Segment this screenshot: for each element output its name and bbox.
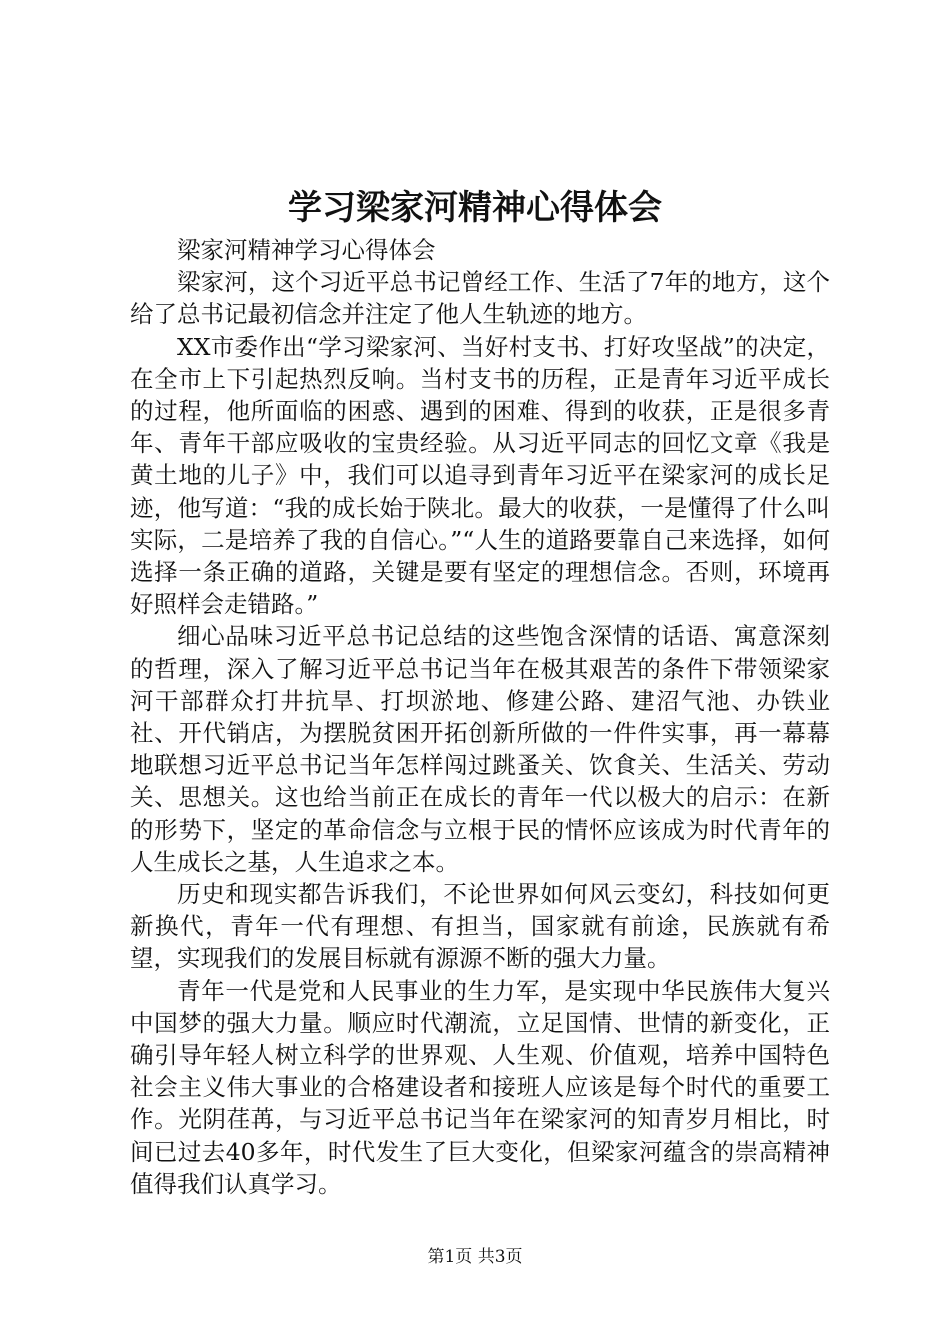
document-body xyxy=(130,234,830,1200)
paragraph: 梁家河，这个习近平总书记曾经工作、生活了7年的地方，这个给了总书记最初信念并注定了他人生轨迹的地方。 xyxy=(130,268,830,329)
paragraph: 青年一代是党和人民事业的生力军，是实现中华民族伟大复兴中国梦的强大力量。顺应时代潮流，立足国情、世情的新变化，正确引导年轻人树立科学的世界观、人生观、价值观，培养中国特色社会主义伟大事业的合格建设者和接班人应该是每个时代的重要工作。光阴荏苒，与习近平总书记当年在梁家河的知青岁月相比，时间已过去40多年，时代发生了巨大变化，但梁家河蕴含的崇高精神值得我们认真学习。 xyxy=(130,976,830,1198)
paragraph: XX市委作出“学习梁家河、当好村支书、打好攻坚战”的决定，在全市上下引起热烈反响。当村支书的历程，正是青年习近平成长的过程，他所面临的困惑、遇到的困难、得到的收获，正是很多青年、青年干部应吸收的宝贵经验。从习近平同志的回忆文章《我是黄土地的儿子》中，我们可以追寻到青年习近平在梁家河的成长足迹，他写道：“我的成长始于陕北。最大的收获，一是懂得了什么叫实际，二是培养了我的自信心。”“人生的道路要靠自己来选择，如何选择一条正确的道路，关键是要有坚定的理想信念。否则，环境再好照样会走错路。” xyxy=(130,332,830,619)
paragraph-subtitle: 梁家河精神学习心得体会 xyxy=(177,236,436,264)
paragraph: 历史和现实都告诉我们，不论世界如何风云变幻，科技如何更新换代，青年一代有理想、有担当，国家就有前途，民族就有希望，实现我们的发展目标就有源源不断的强大力量。 xyxy=(130,880,830,973)
page-number: 第1页 共3页 xyxy=(427,1247,523,1267)
document-title: 学习梁家河精神心得体会 xyxy=(288,188,662,228)
paragraph: 细心品味习近平总书记总结的这些饱含深情的话语、寓意深刻的哲理，深入了解习近平总书记当年在极其艰苦的条件下带领梁家河干部群众打井抗旱、打坝淤地、修建公路、建沼气池、办铁业社、开代销店，为摆脱贫困开拓创新所做的一件件实事，再一幕幕地联想习近平总书记当年怎样闯过跳蚤关、饮食关、生活关、劳动关、思想关。这也给当前正在成长的青年一代以极大的启示：在新的形势下，坚定的革命信念与立根于民的情怀应该成为时代青年的人生成长之基，人生追求之本。 xyxy=(130,622,830,876)
